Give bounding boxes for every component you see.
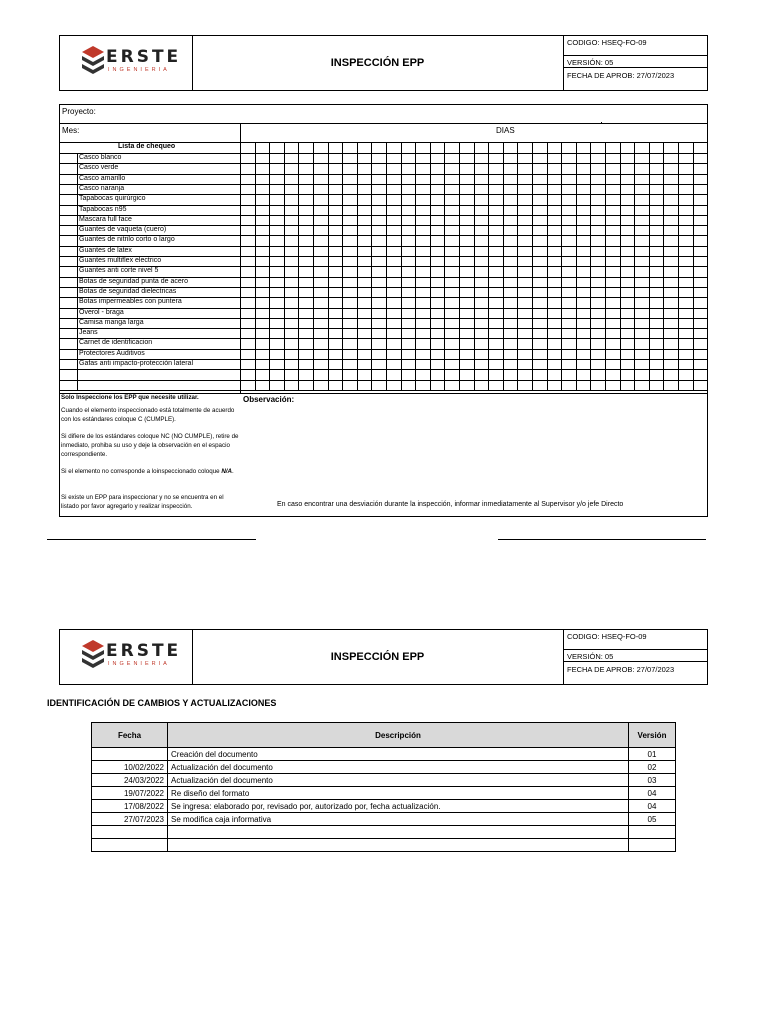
checklist-item: Guantes de vaqueta (cuero) — [79, 226, 167, 233]
logo-mark-icon — [82, 46, 104, 76]
row-fecha — [92, 839, 168, 852]
row-descripcion: Actualización del documento — [168, 761, 629, 774]
approval-date: FECHA DE APROB: 27/07/2023 — [567, 71, 675, 80]
company-logo — [82, 44, 182, 80]
signature-line-left — [47, 539, 256, 540]
changes-title: IDENTIFICACIÓN DE CAMBIOS Y ACTUALIZACIONES — [47, 698, 277, 708]
checklist-item: Casco amarillo — [79, 175, 126, 182]
document-meta-2 — [564, 630, 707, 684]
checklist-item: Overol - braga — [79, 309, 124, 316]
checklist-item: Mascara full face — [79, 216, 132, 223]
table-row — [92, 787, 676, 800]
note-na-code: N/A — [221, 468, 232, 475]
inspection-form — [59, 104, 708, 517]
document-version-2: VERSIÓN: 05 — [567, 652, 614, 661]
project-label: Proyecto: — [62, 107, 96, 116]
signature-line-right — [498, 539, 706, 540]
logo-cell-2 — [60, 630, 193, 684]
table-row — [92, 800, 676, 813]
document-meta — [564, 36, 707, 90]
logo-cell — [60, 36, 193, 90]
month-label: Mes: — [62, 126, 80, 135]
days-label: DIAS — [496, 126, 515, 135]
document-version: VERSIÓN: 05 — [567, 58, 614, 67]
logo-subtitle: INGENIERIA — [108, 661, 170, 667]
row-fecha: 24/03/2022 — [92, 774, 168, 787]
row-version: 01 — [629, 748, 676, 761]
checklist-item: Botas impermeables con puntera — [79, 298, 182, 305]
approval-date-2: FECHA DE APROB: 27/07/2023 — [567, 665, 675, 674]
logo-word: ERSTE — [106, 641, 182, 661]
document-title-2: INSPECCIÓN EPP — [192, 630, 564, 684]
checklist-item: Protectores Auditivos — [79, 350, 145, 357]
row-fecha: 19/07/2022 — [92, 787, 168, 800]
checklist-item: Guantes anti corte nivel 5 — [79, 267, 159, 274]
checklist-item: Botas de seguridad punta de acero — [79, 278, 188, 285]
note-only-needed: Solo Inspeccione los EPP que necesite utilizar. — [61, 394, 199, 401]
row-descripcion: Actualización del documento — [168, 774, 629, 787]
logo-subtitle: INGENIERIA — [108, 67, 170, 73]
row-version: 05 — [629, 813, 676, 826]
col-version: Versión — [629, 723, 676, 748]
note-na-text: Si el elemento no corresponde a loinspeccionado coloque — [61, 468, 220, 475]
table-row — [92, 826, 676, 839]
checklist-item: Tapabocas quirúrgico — [79, 195, 146, 202]
row-descripcion: Se modifica caja informativa — [168, 813, 629, 826]
table-row — [92, 839, 676, 852]
row-fecha: 10/02/2022 — [92, 761, 168, 774]
observation-label: Observación: — [243, 395, 295, 404]
company-logo-2 — [82, 638, 182, 674]
deviation-notice: En caso encontrar una desviación durante la inspección, informar inmediatamente al Supervisor y/o jefe Directo — [277, 501, 624, 508]
checklist-item: Carnet de identificacion — [79, 339, 153, 346]
note-no-cumple: Si difiere de los estándares coloque NC (NO CUMPLE), retire de inmediato, prohiba su uso y deje la observación en el espacio correspondiente. — [61, 433, 239, 458]
row-descripcion: Re diseño del formato — [168, 787, 629, 800]
row-descripcion — [168, 839, 629, 852]
row-descripcion — [168, 826, 629, 839]
row-fecha: 27/07/2023 — [92, 813, 168, 826]
document-title: INSPECCIÓN EPP — [192, 36, 564, 90]
row-fecha — [92, 826, 168, 839]
logo-word: ERSTE — [106, 47, 182, 67]
checklist-item: Gafas anti impacto-protección lateral — [79, 360, 193, 367]
checklist-item: Jeans — [79, 329, 98, 336]
row-version: 04 — [629, 800, 676, 813]
checklist-item: Casco verde — [79, 164, 119, 171]
checklist-item: Casco blanco — [79, 154, 122, 161]
document-header-2 — [59, 629, 708, 685]
document-code-2: CODIGO: HSEQ-FO-09 — [567, 632, 647, 641]
col-fecha: Fecha — [92, 723, 168, 748]
checklist-label: Lista de chequeo — [118, 143, 176, 150]
row-version — [629, 839, 676, 852]
row-descripcion: Se ingresa: elaborado por, revisado por, autorizado por, fecha actualización. — [168, 800, 629, 813]
checklist-item: Guantes de nitrilo corto o largo — [79, 236, 175, 243]
row-fecha — [92, 748, 168, 761]
logo-mark-icon — [82, 640, 104, 670]
checklist-item: Tapabocas n95 — [79, 206, 127, 213]
checklist-item: Botas de seguridad dielectricas — [79, 288, 177, 295]
table-row — [92, 761, 676, 774]
checklist-item: Guantes multiflex electrico — [79, 257, 162, 264]
table-row — [92, 748, 676, 761]
table-row — [92, 774, 676, 787]
checklist-item: Guantes de latex — [79, 247, 132, 254]
row-version: 04 — [629, 787, 676, 800]
checklist-item: Camisa manga larga — [79, 319, 144, 326]
row-version — [629, 826, 676, 839]
note-cumple: Cuando el elemento inspeccionado está totalmente de acuerdo con los estándares coloque C (CUMPLE). — [61, 407, 235, 423]
row-version: 02 — [629, 761, 676, 774]
table-row — [92, 813, 676, 826]
row-descripcion: Creación del documento — [168, 748, 629, 761]
col-descripcion: Descripción — [168, 723, 629, 748]
document-code: CODIGO: HSEQ-FO-09 — [567, 38, 647, 47]
checklist-item: Casco naranja — [79, 185, 125, 192]
row-fecha: 17/08/2022 — [92, 800, 168, 813]
row-version: 03 — [629, 774, 676, 787]
document-header — [59, 35, 708, 91]
note-na: Si el elemento no corresponde a loinspeccionado coloque N/A. — [61, 468, 234, 475]
changes-table — [91, 722, 676, 852]
note-add-epp: Si existe un EPP para inspeccionar y no se encuentra en el listado por favor agregarlo y realizar inspección. — [61, 494, 224, 510]
